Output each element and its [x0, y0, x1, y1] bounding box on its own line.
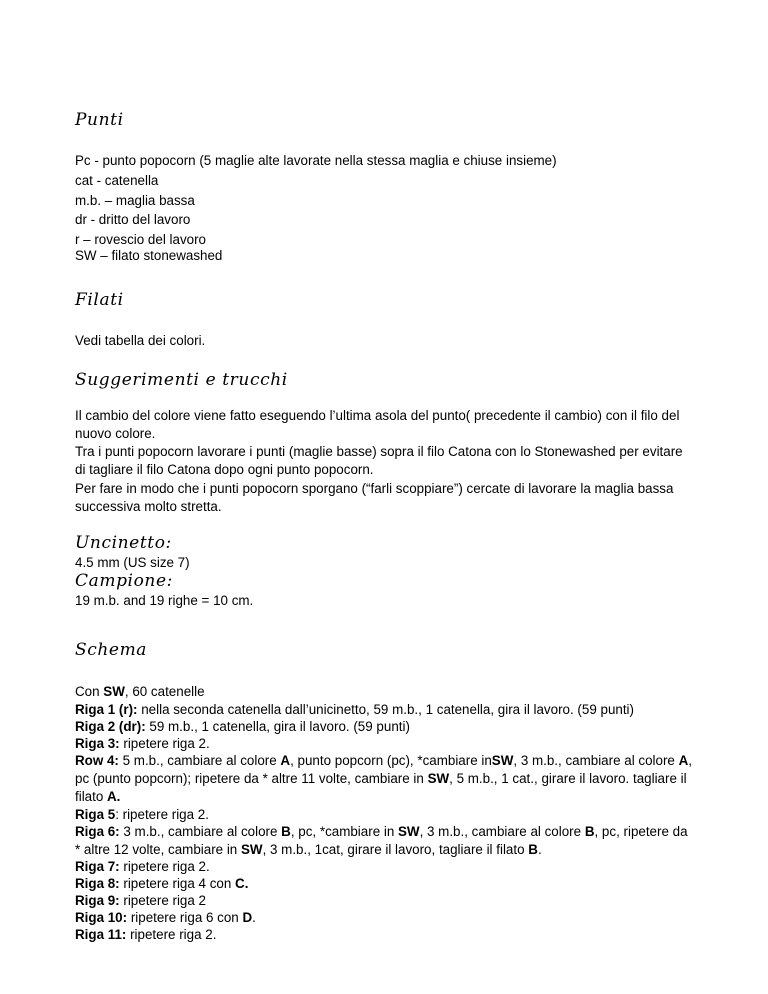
punti-line: m.b. – maglia bassa [75, 193, 195, 208]
schema-row-5: Riga 5: ripetere riga 2. [75, 807, 209, 822]
heading-filati: Filati [75, 290, 124, 310]
schema-row-3: Riga 3: ripetere riga 2. [75, 736, 210, 751]
campione-text: 19 m.b. and 19 righe = 10 cm. [75, 593, 254, 608]
suggerimenti-paragraph: Tra i punti popocorn lavorare i punti (maglie basse) sopra il filo Catona con lo Stonewashed per evitare di tagliare il filo Catona dopo ogni punto popocorn. [75, 444, 683, 477]
heading-suggerimenti: Suggerimenti e trucchi [75, 370, 288, 390]
punti-line: r – rovescio del lavoro [75, 232, 206, 247]
punti-line: SW – filato stonewashed [75, 248, 223, 263]
schema-row-4: Row 4: 5 m.b., cambiare al colore A, punto popcorn (pc), *cambiare inSW, 3 m.b., cambiare al colore A, pc (punto popcorn); ripetere da * altre 11 volte, cambiare in SW, 5 m.b., 1 cat., girare il lavoro. tagliare il filato A. [75, 753, 693, 804]
heading-schema: Schema [75, 640, 148, 660]
heading-campione: Campione: [75, 571, 173, 591]
heading-punti: Punti [75, 110, 124, 130]
schema-row-2: Riga 2 (dr): 59 m.b., 1 catenella, gira il lavoro. (59 punti) [75, 719, 410, 734]
suggerimenti-paragraph: Per fare in modo che i punti popocorn sporgano (“farli scoppiare”) cercate di lavorare la maglia bassa successiva molto stretta. [75, 481, 674, 514]
filati-text: Vedi tabella dei colori. [75, 333, 206, 348]
punti-line: dr - dritto del lavoro [75, 212, 191, 227]
schema-row-10: Riga 10: ripetere riga 6 con D. [75, 910, 256, 925]
schema-row-1: Riga 1 (r): nella seconda catenella dall’unicinetto, 59 m.b., 1 catenella, gira il lavoro. (59 punti) [75, 702, 634, 717]
schema-intro: Con SW, 60 catenelle [75, 684, 205, 699]
schema-row-9: Riga 9: ripetere riga 2 [75, 893, 206, 908]
schema-row-6: Riga 6: 3 m.b., cambiare al colore B, pc, *cambiare in SW, 3 m.b., cambiare al colore B, pc, ripetere da * altre 12 volte, cambiare in SW, 3 m.b., 1cat, girare il lavoro, tagliare il filato B. [75, 824, 688, 857]
schema-row-11: Riga 11: ripetere riga 2. [75, 927, 217, 942]
punti-line: cat - catenella [75, 173, 159, 188]
suggerimenti-paragraph: Il cambio del colore viene fatto eseguendo l’ultima asola del punto( precedente il cambio) con il filo del nuovo colore. [75, 408, 680, 441]
schema-row-7: Riga 7: ripetere riga 2. [75, 859, 210, 874]
punti-line: Pc - punto popocorn (5 maglie alte lavorate nella stessa maglia e chiuse insieme) [75, 153, 557, 168]
uncinetto-text: 4.5 mm (US size 7) [75, 555, 190, 570]
schema-row-8: Riga 8: ripetere riga 4 con C. [75, 876, 249, 891]
heading-uncinetto: Uncinetto: [75, 533, 172, 553]
